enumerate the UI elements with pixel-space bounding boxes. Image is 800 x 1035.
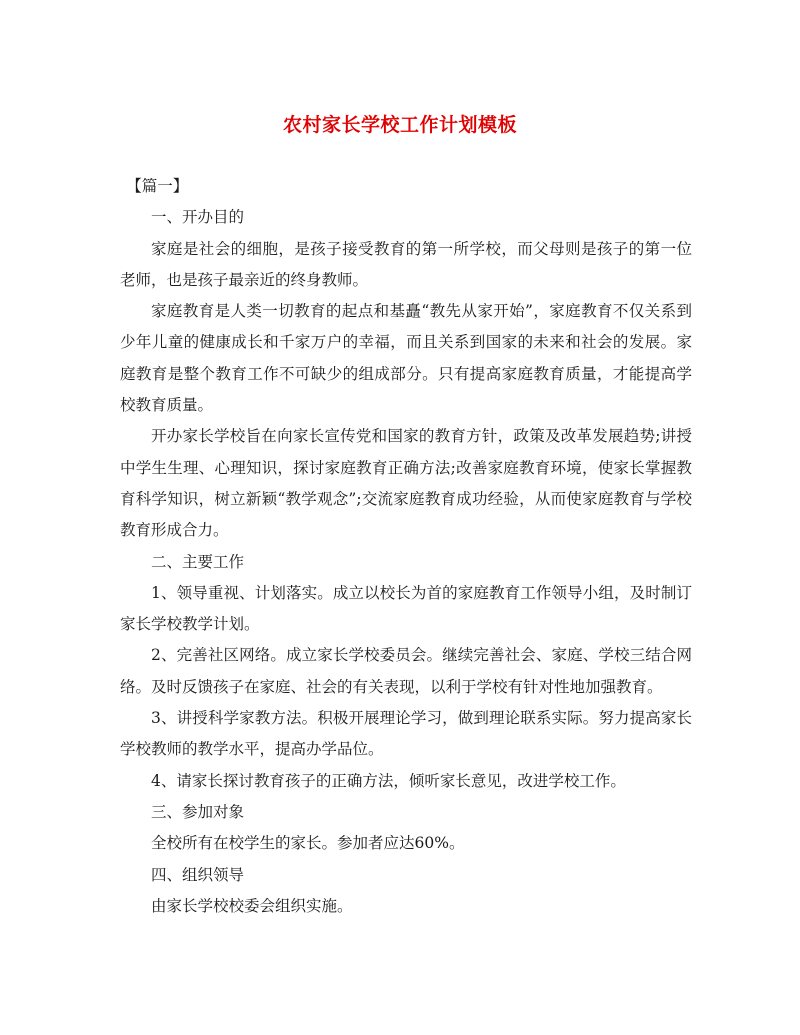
heading-main-work: 二、主要工作 bbox=[151, 552, 245, 571]
heading-organization: 四、组织领导 bbox=[151, 865, 245, 884]
paragraph-family-education: 家庭教育是人类一切教育的起点和基矗“教先从家开始”，家庭教育不仅关系到少年儿童的健康成长和千家万户的幸福，而且关系到国家的未来和社会的发展。家庭教育是整个教育工作不可缺少的组成部分。只有提高家庭教育质量，才能提高学校教育质量。 bbox=[120, 302, 692, 415]
paragraph-work-1: 1、领导重视、计划落实。成立以校长为首的家庭教育工作领导小组，及时制订家长学校教学计划。 bbox=[120, 583, 692, 634]
paragraph-work-4: 4、请家长探讨教育孩子的正确方法，倾听家长意见，改进学校工作。 bbox=[151, 771, 626, 790]
paragraph-school-aim: 开办家长学校旨在向家长宣传党和国家的教育方针，政策及改革发展趋势;讲授中学生生理、心理知识，探讨家庭教育正确方法;改善家庭教育环境，使家长掌握教育科学知识，树立新颖“教学观念”;交流家庭教育成功经验，从而使家庭教育与学校教育形成合力。 bbox=[120, 427, 692, 540]
document-body bbox=[120, 171, 692, 922]
paragraph-work-2: 2、完善社区网络。成立家长学校委员会。继续完善社会、家庭、学校三结合网络。及时反馈孩子在家庭、社会的有关表现，以利于学校有针对性地加强教育。 bbox=[120, 646, 692, 696]
paragraph-family-cell: 家庭是社会的细胞，是孩子接受教育的第一所学校，而父母则是孩子的第一位老师，也是孩子最亲近的终身教师。 bbox=[120, 239, 692, 289]
heading-purpose: 一、开办目的 bbox=[151, 208, 245, 227]
heading-participants: 三、参加对象 bbox=[151, 802, 245, 821]
paragraph-participants: 全校所有在校学生的家长。参加者应达60%。 bbox=[151, 834, 465, 853]
document-title: 农村家长学校工作计划模板 bbox=[282, 114, 517, 136]
paragraph-organization: 由家长学校校委会组织实施。 bbox=[151, 896, 353, 915]
paragraph-work-3: 3、讲授科学家教方法。积极开展理论学习，做到理论联系实际。努力提高家长学校教师的教学水平，提高办学品位。 bbox=[120, 709, 692, 759]
section-tag: 【篇一】 bbox=[126, 177, 189, 195]
